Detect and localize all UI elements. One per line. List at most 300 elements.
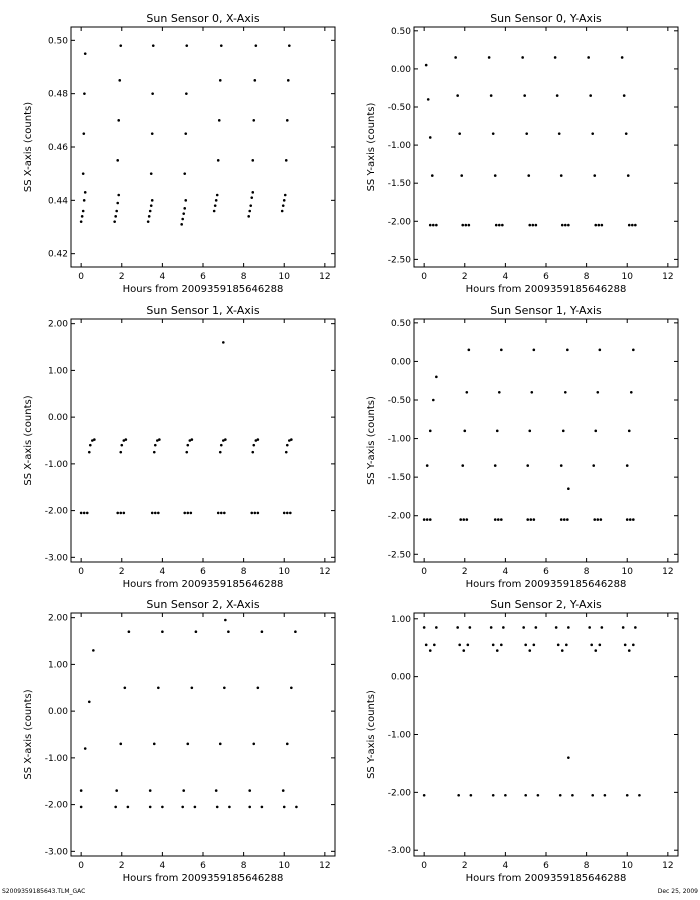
data-point-arcs xyxy=(224,438,227,441)
data-point-baseline xyxy=(80,806,83,809)
data-point-u-curves xyxy=(632,644,635,647)
data-point-dense xyxy=(249,204,252,207)
x-tick-label: 2 xyxy=(118,567,125,577)
data-point-sweeps xyxy=(223,686,226,689)
data-point-sweeps xyxy=(625,132,628,135)
y-tick-label: -2.00 xyxy=(44,800,68,811)
x-tick-label: 0 xyxy=(421,272,428,282)
chart-title: Sun Sensor 2, X-Axis xyxy=(146,598,260,611)
data-point-u-curves xyxy=(500,644,503,647)
chart-title: Sun Sensor 1, X-Axis xyxy=(146,304,260,317)
data-point-baseline xyxy=(432,224,435,227)
data-point-u-curves xyxy=(535,626,538,629)
data-point-arcs xyxy=(257,438,260,441)
data-point-baseline xyxy=(289,512,292,515)
data-point-dense xyxy=(150,204,153,207)
y-tick-label: -3.00 xyxy=(44,553,68,564)
data-point-dense xyxy=(115,210,118,213)
plot-frame xyxy=(71,613,335,856)
x-tick-label: 10 xyxy=(621,861,633,871)
data-point-outlier xyxy=(222,341,225,344)
data-point-sweeps xyxy=(182,789,185,792)
y-tick-label: -1.00 xyxy=(387,730,411,741)
data-point-baseline xyxy=(119,512,122,515)
footer-filename: S2009359185643.TLM_GAC xyxy=(2,888,86,895)
y-tick-label: -1.00 xyxy=(44,753,68,764)
data-point-sweeps xyxy=(533,349,536,352)
x-tick-label: 6 xyxy=(200,567,206,577)
data-point-sparse xyxy=(151,92,154,95)
x-tick-label: 12 xyxy=(662,567,674,577)
data-point-baseline xyxy=(423,794,426,797)
data-point-sweeps xyxy=(527,174,530,177)
data-point-sweeps xyxy=(626,464,629,467)
data-point-baseline xyxy=(127,806,130,809)
data-point-baseline xyxy=(216,806,219,809)
data-point-sweeps xyxy=(562,430,565,433)
data-point-sweeps xyxy=(157,686,160,689)
data-point-dense xyxy=(284,194,287,197)
data-point-sweeps xyxy=(560,464,563,467)
data-point-sweeps xyxy=(564,391,567,394)
data-point-u-curves xyxy=(624,644,627,647)
data-point-baseline xyxy=(154,512,157,515)
data-point-u-curves xyxy=(433,644,436,647)
x-tick-label: 6 xyxy=(543,567,549,577)
y-tick-label: 0.00 xyxy=(47,413,68,424)
data-point-u-curves xyxy=(502,626,505,629)
data-point-sweeps xyxy=(153,743,156,746)
data-point-baseline xyxy=(600,518,603,521)
data-point-arcs xyxy=(88,451,91,454)
data-point-sparse xyxy=(252,119,255,122)
x-tick-label: 10 xyxy=(278,272,290,282)
y-tick-label: -2.00 xyxy=(387,217,411,228)
y-tick-label: 0.00 xyxy=(390,64,411,75)
x-tick-label: 4 xyxy=(502,272,509,282)
data-point-dense xyxy=(215,199,218,202)
data-point-baseline xyxy=(466,518,469,521)
data-point-sweeps xyxy=(525,132,528,135)
data-point-sweeps xyxy=(80,789,83,792)
data-point-sweeps xyxy=(149,789,152,792)
data-point-u-curves xyxy=(601,626,604,629)
data-point-u-curves xyxy=(561,649,564,652)
data-point-baseline xyxy=(629,518,632,521)
data-point-baseline xyxy=(492,794,495,797)
chart-panel-5 xyxy=(366,598,678,884)
data-point-sweeps xyxy=(488,56,491,59)
data-point-baseline xyxy=(566,518,569,521)
data-point-arcs xyxy=(89,444,92,447)
data-point-baseline xyxy=(631,224,634,227)
data-point-sweeps xyxy=(630,391,633,394)
data-point-sweeps xyxy=(115,789,118,792)
data-point-sparse xyxy=(117,119,120,122)
data-point-sweeps xyxy=(290,686,293,689)
data-point-sparse xyxy=(287,79,290,82)
data-point-dense xyxy=(182,212,185,215)
x-tick-label: 4 xyxy=(502,861,509,871)
data-point-sweeps xyxy=(191,686,194,689)
y-tick-label: -3.00 xyxy=(387,846,411,857)
data-point-baseline xyxy=(500,518,503,521)
data-point-sweeps xyxy=(435,376,438,379)
data-point-u-curves xyxy=(423,626,426,629)
data-point-sparse xyxy=(255,44,258,47)
x-tick-label: 12 xyxy=(319,567,331,577)
data-point-arcs xyxy=(219,451,222,454)
data-point-baseline xyxy=(86,512,89,515)
data-point-sparse xyxy=(217,159,220,162)
data-point-baseline xyxy=(559,794,562,797)
data-point-dense xyxy=(149,210,152,213)
data-point-sparse xyxy=(185,92,188,95)
data-point-baseline xyxy=(151,512,154,515)
x-tick-label: 4 xyxy=(159,272,166,282)
x-tick-label: 6 xyxy=(543,861,549,871)
data-point-sweeps xyxy=(425,64,428,67)
data-point-baseline xyxy=(157,512,160,515)
chart-panel-4 xyxy=(23,598,335,884)
data-point-baseline xyxy=(423,518,426,521)
data-point-arcs xyxy=(290,438,293,441)
y-tick-label: -2.50 xyxy=(387,255,411,266)
data-point-u-curves xyxy=(456,626,459,629)
data-point-sweeps xyxy=(456,94,459,97)
data-point-baseline xyxy=(257,512,260,515)
data-point-sweeps xyxy=(526,464,529,467)
data-point-baseline xyxy=(495,224,498,227)
x-axis-label: Hours from 2009359185646288 xyxy=(465,579,627,590)
y-tick-label: 0.42 xyxy=(47,249,68,260)
x-tick-label: 0 xyxy=(78,567,85,577)
x-tick-label: 12 xyxy=(319,272,331,282)
data-point-sweeps xyxy=(128,630,131,633)
y-tick-label: 0.00 xyxy=(47,707,68,718)
data-point-sweeps xyxy=(454,56,457,59)
footer-date: Dec 25, 2009 xyxy=(657,888,698,895)
data-point-dense xyxy=(151,199,154,202)
data-point-sweeps xyxy=(429,136,432,139)
y-tick-label: -2.00 xyxy=(44,506,68,517)
x-tick-label: 8 xyxy=(583,567,590,577)
data-point-sweeps xyxy=(427,98,430,101)
data-point-sweeps xyxy=(429,430,432,433)
data-point-arcs xyxy=(220,444,223,447)
chart-title: Sun Sensor 0, X-Axis xyxy=(146,12,260,25)
data-point-u-curves xyxy=(533,644,536,647)
data-point-baseline xyxy=(626,794,629,797)
x-tick-label: 0 xyxy=(421,861,428,871)
data-point-dense xyxy=(250,196,253,199)
data-point-dense xyxy=(83,199,86,202)
data-point-sweeps xyxy=(587,56,590,59)
data-point-baseline xyxy=(494,518,497,521)
chart-panel-0 xyxy=(23,12,335,295)
x-tick-label: 8 xyxy=(240,272,247,282)
data-point-baseline xyxy=(524,794,527,797)
data-point-dense xyxy=(84,191,87,194)
data-point-sweeps xyxy=(494,174,497,177)
data-point-u-curves xyxy=(628,649,631,652)
data-point-dense xyxy=(281,210,284,213)
data-point-u-curves xyxy=(555,626,558,629)
data-point-sweeps xyxy=(460,174,463,177)
data-point-baseline xyxy=(593,518,596,521)
y-tick-label: -3.00 xyxy=(44,847,68,858)
data-point-baseline xyxy=(504,794,507,797)
data-point-u-curves xyxy=(462,649,465,652)
data-point-u-curves xyxy=(425,644,428,647)
data-point-sweeps xyxy=(494,464,497,467)
data-point-u-curves xyxy=(524,644,527,647)
data-point-sparse xyxy=(220,44,223,47)
data-point-sparse xyxy=(185,44,188,47)
x-tick-label: 8 xyxy=(583,272,590,282)
data-point-sparse xyxy=(183,172,186,175)
data-point-arcs xyxy=(186,444,189,447)
x-tick-label: 6 xyxy=(200,272,206,282)
data-point-baseline xyxy=(80,512,83,515)
data-point-dense xyxy=(214,204,217,207)
y-tick-label: 1.00 xyxy=(47,660,68,671)
x-tick-label: 12 xyxy=(319,861,331,871)
data-point-arcs xyxy=(93,438,96,441)
data-point-dense xyxy=(183,207,186,210)
data-point-dense xyxy=(216,194,219,197)
data-point-sweeps xyxy=(500,349,503,352)
data-point-baseline xyxy=(598,224,601,227)
data-point-arcs xyxy=(153,451,156,454)
plot-frame xyxy=(71,319,335,562)
data-point-sweeps xyxy=(623,94,626,97)
data-point-baseline xyxy=(638,794,641,797)
data-point-baseline xyxy=(183,512,186,515)
chart-panel-1 xyxy=(366,12,678,295)
data-point-sparse xyxy=(116,159,119,162)
x-tick-label: 8 xyxy=(240,861,247,871)
data-point-baseline xyxy=(461,224,464,227)
data-point-sweeps xyxy=(468,349,471,352)
y-tick-label: -2.00 xyxy=(387,511,411,522)
data-point-baseline xyxy=(253,512,256,515)
x-tick-label: 2 xyxy=(461,567,468,577)
x-tick-label: 12 xyxy=(662,272,674,282)
data-point-baseline xyxy=(470,794,473,797)
data-point-baseline xyxy=(190,512,193,515)
y-axis-label: SS Y-axis (counts) xyxy=(366,396,377,485)
data-point-arcs xyxy=(251,451,254,454)
data-point-sweeps xyxy=(286,743,289,746)
x-tick-label: 2 xyxy=(118,272,125,282)
data-point-baseline xyxy=(533,518,536,521)
y-tick-label: -1.00 xyxy=(44,459,68,470)
y-axis-label: SS X-axis (counts) xyxy=(23,101,34,193)
data-point-baseline xyxy=(457,794,460,797)
data-point-sweeps xyxy=(463,430,466,433)
y-tick-label: -0.50 xyxy=(387,396,411,406)
x-tick-label: 10 xyxy=(278,567,290,577)
data-point-arcs xyxy=(120,444,123,447)
y-tick-label: 2.00 xyxy=(47,613,68,624)
y-tick-label: 0.00 xyxy=(390,357,411,368)
data-point-sweeps xyxy=(92,649,95,652)
data-point-sweeps xyxy=(496,430,499,433)
data-point-u-curves xyxy=(458,644,461,647)
data-point-sweeps xyxy=(227,630,230,633)
data-point-dense xyxy=(117,194,120,197)
data-point-baseline xyxy=(628,224,631,227)
y-tick-label: 0.46 xyxy=(47,143,68,153)
data-point-baseline xyxy=(498,224,501,227)
data-point-dense xyxy=(147,220,150,223)
y-tick-label: -1.00 xyxy=(387,434,411,445)
data-point-sweeps xyxy=(627,174,630,177)
data-point-baseline xyxy=(462,518,465,521)
data-point-u-curves xyxy=(590,644,593,647)
data-point-baseline xyxy=(429,518,432,521)
data-point-baseline xyxy=(464,224,467,227)
data-point-baseline xyxy=(149,806,152,809)
plot-frame xyxy=(414,319,678,562)
data-point-sweeps xyxy=(466,391,469,394)
data-point-baseline xyxy=(528,224,531,227)
data-point-arcs xyxy=(191,438,194,441)
data-point-sparse xyxy=(84,52,87,55)
data-point-sweeps xyxy=(219,743,222,746)
data-point-baseline xyxy=(283,806,286,809)
data-point-sweeps xyxy=(523,94,526,97)
data-point-baseline xyxy=(632,518,635,521)
data-point-dense xyxy=(184,199,187,202)
data-point-outlier xyxy=(224,619,227,622)
data-point-sweeps xyxy=(294,630,297,633)
data-point-sweeps xyxy=(591,132,594,135)
data-point-dense xyxy=(148,215,151,218)
data-point-baseline xyxy=(223,512,226,515)
data-point-sweeps xyxy=(558,132,561,135)
data-point-dense xyxy=(248,210,251,213)
data-point-u-curves xyxy=(528,649,531,652)
data-point-sweeps xyxy=(596,391,599,394)
data-point-baseline xyxy=(634,224,637,227)
data-point-arcs xyxy=(125,438,128,441)
data-point-baseline xyxy=(501,224,504,227)
chart-panel-2 xyxy=(23,304,335,590)
data-point-sweeps xyxy=(195,630,198,633)
data-point-baseline xyxy=(261,806,264,809)
data-point-baseline xyxy=(601,224,604,227)
data-point-baseline xyxy=(248,806,251,809)
data-point-sweeps xyxy=(458,132,461,135)
data-point-dense xyxy=(247,215,250,218)
data-point-u-curves xyxy=(429,649,432,652)
data-point-baseline xyxy=(529,518,532,521)
data-point-baseline xyxy=(286,512,289,515)
data-point-sweeps xyxy=(88,700,91,703)
data-point-baseline xyxy=(123,512,126,515)
data-point-sweeps xyxy=(432,399,435,402)
x-tick-label: 2 xyxy=(118,861,125,871)
y-tick-label: 1.00 xyxy=(47,366,68,377)
data-point-dense xyxy=(181,218,184,221)
data-point-u-curves xyxy=(469,626,472,629)
data-point-u-curves xyxy=(490,626,493,629)
data-point-arcs xyxy=(252,444,255,447)
data-point-u-curves xyxy=(492,644,495,647)
data-point-sparse xyxy=(285,159,288,162)
data-point-sparse xyxy=(288,44,291,47)
data-point-sweeps xyxy=(594,430,597,433)
data-point-sweeps xyxy=(560,174,563,177)
data-point-arcs xyxy=(185,451,188,454)
x-tick-label: 6 xyxy=(200,861,206,871)
data-point-baseline xyxy=(186,512,189,515)
y-tick-label: -1.50 xyxy=(387,473,411,484)
data-point-sparse xyxy=(82,172,85,175)
data-point-sparse xyxy=(219,79,222,82)
x-axis-label: Hours from 2009359185646288 xyxy=(122,579,284,590)
data-point-baseline xyxy=(560,518,563,521)
data-point-sweeps xyxy=(431,174,434,177)
chart-title: Sun Sensor 0, Y-Axis xyxy=(490,12,602,25)
data-point-baseline xyxy=(532,224,535,227)
data-point-sweeps xyxy=(119,743,122,746)
data-point-dense xyxy=(80,220,83,223)
y-tick-label: 0.50 xyxy=(390,26,411,37)
data-point-u-curves xyxy=(622,626,625,629)
y-tick-label: -2.00 xyxy=(387,788,411,799)
y-tick-label: 2.00 xyxy=(47,319,68,330)
data-point-sweeps xyxy=(461,464,464,467)
data-point-baseline xyxy=(497,518,500,521)
data-point-sparse xyxy=(286,119,289,122)
x-tick-label: 10 xyxy=(621,567,633,577)
data-point-baseline xyxy=(83,512,86,515)
data-point-dense xyxy=(81,215,84,218)
y-tick-label: 0.50 xyxy=(47,36,68,47)
data-point-sparse xyxy=(152,44,155,47)
data-point-sweeps xyxy=(490,94,493,97)
data-point-sweeps xyxy=(632,349,635,352)
data-point-baseline xyxy=(591,794,594,797)
data-point-baseline xyxy=(116,512,119,515)
plot-frame xyxy=(414,613,678,856)
data-point-sweeps xyxy=(261,630,264,633)
data-point-u-curves xyxy=(467,644,470,647)
data-point-baseline xyxy=(459,518,462,521)
data-point-baseline xyxy=(295,806,298,809)
y-tick-label: 0.48 xyxy=(47,89,68,100)
y-tick-label: -0.50 xyxy=(387,103,411,113)
data-point-arcs xyxy=(158,438,161,441)
data-point-sparse xyxy=(151,132,154,135)
x-tick-label: 4 xyxy=(159,861,166,871)
y-tick-label: 0.00 xyxy=(390,672,411,683)
x-tick-label: 2 xyxy=(461,861,468,871)
x-tick-label: 4 xyxy=(502,567,509,577)
data-point-sparse xyxy=(218,119,221,122)
data-point-baseline xyxy=(567,224,570,227)
data-point-sweeps xyxy=(248,789,251,792)
data-point-baseline xyxy=(604,794,607,797)
data-point-arcs xyxy=(154,444,157,447)
data-point-sweeps xyxy=(426,464,429,467)
data-point-sparse xyxy=(150,172,153,175)
data-point-sweeps xyxy=(628,430,631,433)
plot-frame xyxy=(71,27,335,267)
